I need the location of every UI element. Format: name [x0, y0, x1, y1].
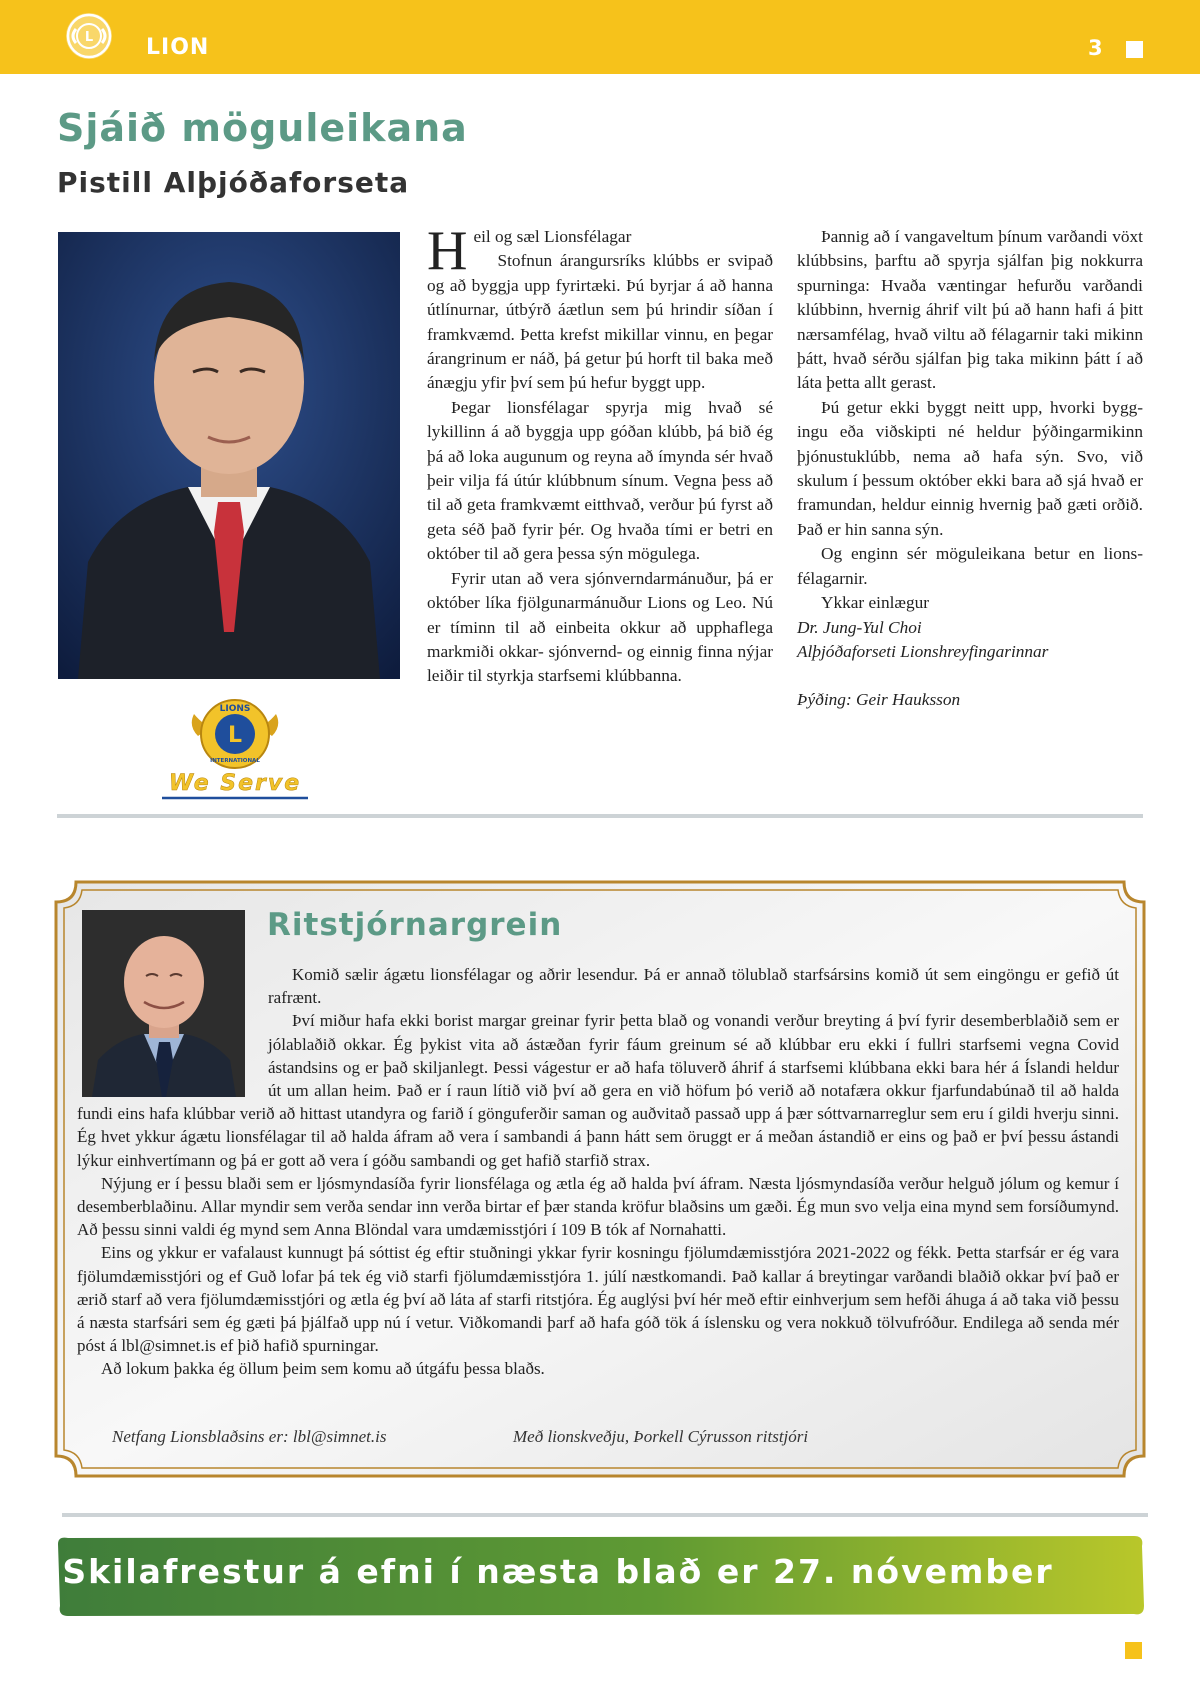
emblem-letter: L [227, 723, 243, 748]
page-number: 3 [1088, 36, 1103, 60]
we-serve-emblem [160, 696, 310, 802]
page-header [0, 0, 1200, 74]
article-paragraph: Þegar lionsfélagar spyrja mig hvað sé lykillinn á að byggja upp góðan klúbb, þá bið ég þá að loka augunum og reyna að ímynda sér hvað þeir vilja fá útúr klúbbnum sínum. Vegna þess að til að geta framkvæmt eitthvað, verður þú fyrst að geta séð það fyrir þér. Og hvaða tími er betri en október til að gera þessa sýn mögulega. [427, 397, 773, 564]
translation-credit: Þýðing: Geir Hauksson [797, 690, 961, 710]
emblem-ring-top: LIONS [219, 704, 251, 714]
article-paragraph: Stofnun árangursríks klúbbs er svipað og að byggja upp fyrirtæki. Þú byrjar á að hanna útlínurnar, útbýrð áætlun sem þú hrindir síðan í framkvæmd. Þetta krefst mikillar vinnu, en þegar árangrinum er náð, þá getur þú horft til baka með ánægju yfir því sem þú hefur byggt upp. [427, 251, 773, 393]
author-name: Dr. Jung-Yul Choi [797, 617, 922, 637]
magazine-name: LION [146, 35, 210, 60]
emblem-ring-bottom: INTERNATIONAL [210, 758, 260, 764]
section-divider [62, 1513, 1148, 1517]
editor-signature: Með lionskveðju, Þorkell Cýrusson ritstjóri [513, 1427, 809, 1446]
we-serve-text: We Serve [168, 771, 302, 796]
deadline-text: Skilafrestur á efni í næsta blað er 27. nóvember [62, 1552, 1054, 1591]
author-title: Alþjóðaforseti Lionshreyfingarinnar [797, 641, 1049, 661]
editorial-paragraph: Því miður hafa ekki borist margar greinar fyrir þetta blað og vonandi verður breyting á því fyrir desemberblaðið sem er jólablaðið okkar. Ég þykist vita að ástæðan fyrir fáum greinum sé að klúbbar eru ekki í fullri starfsemi vegna Covid ástandsins og er það skiljanlegt. Þessi vágestur er að hafa töluverð áhrif á starfsemi klúbbana ekki bara hér á Íslandi heldur út um allan heim. Það er í raun lítið við því að gera en við höfum þó verið að notafæra okkur fjarfundabúnað til að halda fundi eins hafa klúbbar verið að hittast utandyra og farið í gönguferðir saman og auðvitað passað upp á þær sóttvarnarreglur sem eru í gildi hverju sinni. Ég hvet ykkur ágætu lionsfélagar til að halda áfram að vera í sambandi á þann hátt sem öruggt er á meðan ástandið er eins og það er því þessu ástandi lýkur einhvertímann og þá er gott að vera í góðu sambandi og get hafið starfið strax. [77, 1011, 1119, 1170]
drop-cap: H [427, 220, 468, 282]
article-title: Sjáið möguleikana [57, 106, 468, 150]
article-paragraph: Þú getur ekki byggt neitt upp, hvorki bygg- ingu eða viðskipti né heldur þýðingarmikinn þjónustuklúbb, nema að hafa sýn. Svo, við skulum í þessum október ekki bara að sjá hvað er framundan, heldur einnig hvernig það gæti orðið. Það er hin sanna sýn. [797, 397, 1143, 539]
editorial-title: Ritstjórnargrein [267, 907, 563, 943]
editorial-paragraph: Nýjung er í þessu blaði sem er ljósmyndasíða fyrir lionsfélaga og ætla ég að halda því áfram. Næsta ljósmyndasíða verður helguð jólum og kemur í desemberblaðinu. Allar myndir sem verða sendar inn verða birtar ef þær standa kröfur blaðsins um gæði. Ég mun svo velja eina mynd sem forsíðumynd. Að þessu sinni valdi ég mynd sem Anna Blöndal vara umdæmisstjóri í 109 B tók af Nornahatti. [77, 1173, 1119, 1240]
president-portrait [58, 232, 400, 679]
editorial-paragraph: Komið sælir ágætu lionsfélagar og aðrir lesendur. Þá er annað tölublað starfsársins komið út sem eingöngu er gefið út rafrænt. [268, 965, 1119, 1008]
lions-logo-icon [64, 11, 114, 61]
article-subtitle: Pistill Alþjóðaforseta [57, 166, 410, 199]
article-column-1 [427, 220, 773, 689]
editorial-body [77, 963, 1119, 1381]
spacer [797, 664, 1143, 688]
salutation: eil og sæl Lionsfélagar [473, 227, 632, 246]
svg-text:L: L [84, 30, 94, 45]
photo-spacer [77, 963, 268, 1091]
editorial-paragraph: Að lokum þakka ég öllum þeim sem komu að útgáfu þessa blaðs. [101, 1359, 545, 1379]
article-paragraph: Þannig að í vangaveltum þínum varðandi vöxt klúbbsins, þarftu að spyrja sjálfan þig nokkurra spurninga: Hvaða væntingar hefurðu varðandi klúbbinn, hvernig áhrif vilt þú að hann hafi á þitt nærsamfélag, hvað viltu að félagarnir taki mikinn þátt, hvað sérðu sjálfan þig taka mikinn þátt í að láta þetta allt gerast. [797, 227, 1143, 393]
article-paragraph: Fyrir utan að vera sjónverndarmánuður, þá er október líka fjölgunarmánuður Lions og Leo. Nú er tíminn til að einbeita okkur að upphaflega markmiði okkar- sjónvernd- og einnig finna nýjar leiðir til styrkja starfsemi klúbbanna. [427, 568, 773, 686]
corner-square [1125, 1642, 1142, 1659]
email-note: Netfang Lionsblaðsins er: lbl@simnet.is [112, 1427, 387, 1446]
section-divider [57, 814, 1143, 818]
header-square [1126, 41, 1143, 58]
article-column-2 [797, 225, 1143, 713]
closing: Ykkar einlægur [821, 593, 929, 613]
article-paragraph: Og enginn sér möguleikana betur en lions- félagarnir. [797, 544, 1143, 588]
editorial-paragraph: Eins og ykkur er vafalaust kunnugt þá sóttist ég eftir stuðningi ykkar fyrir kosningu fjölumdæmisstjóra 2021-2022 og fékk. Þetta starfsár er ég vara fjölumdæmisstjóri og ef Guð lofar þá tek ég við starfi fjölumdæmisstjóra 1. júlí næstkomandi. Það kallar á breytingar varðandi blaðið okkar því það er ærið starf að vera fjölumdæmisstjóri og ætla ég því að láta af starfi ritstjóra. Ég auglýsi því hér með eftir einhverjum sem hefði áhuga á að taka við þessu á næsta starfsári sem ég gæti þá þjálfað upp nú í vetur. Viðkomandi þarf að hafa góð tök á íslensku og vera nokkuð tölvufróður. Endilega að senda mér póst á lbl@simnet.is ef þið hafið spurningar. [77, 1243, 1119, 1356]
